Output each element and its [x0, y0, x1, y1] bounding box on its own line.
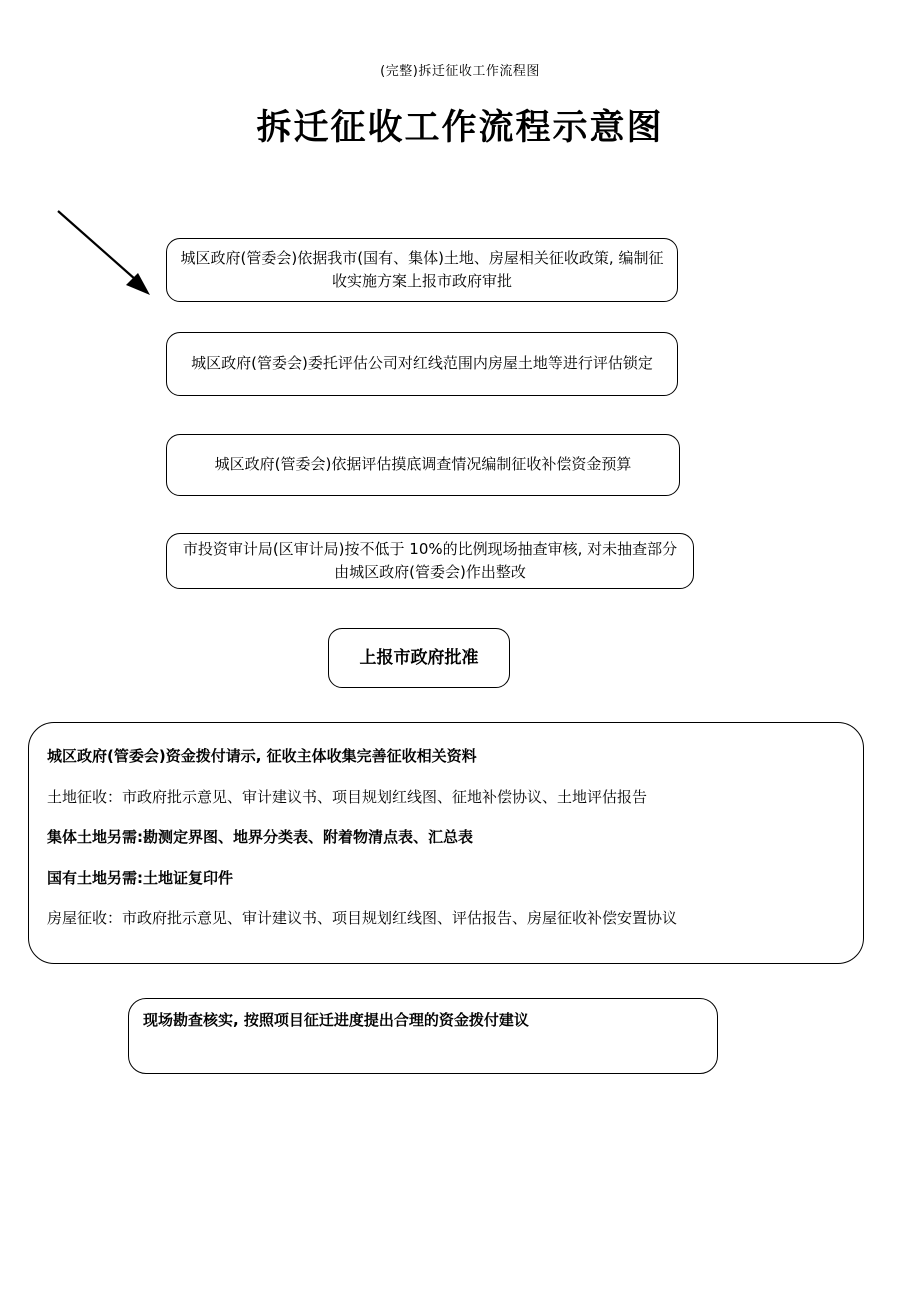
- flow-step-3-text: 城区政府(管委会)依据评估摸底调查情况编制征收补偿资金预算: [214, 455, 632, 474]
- flow-step-3: [166, 434, 680, 496]
- flow-step-2: [166, 332, 678, 396]
- final-step-text: 现场勘查核实, 按照项目征迁进度提出合理的资金拨付建议: [143, 1011, 529, 1029]
- diagonal-arrow-icon: [52, 205, 162, 314]
- flow-step-1: [166, 238, 678, 302]
- materials-row-2: 集体土地另需:勘测定界图、地界分类表、附着物清点表、汇总表: [47, 828, 474, 846]
- page-title: 拆迁征收工作流程示意图: [256, 107, 664, 148]
- flow-step-4-text: 市投资审计局(区审计局)按不低于 10%的比例现场抽查审核, 对未抽查部分由城区政府(管委会)作出整改: [182, 539, 678, 581]
- document-header: (完整)拆迁征收工作流程图: [380, 64, 540, 79]
- flow-step-5: [328, 628, 510, 688]
- final-step-box: [128, 998, 718, 1074]
- materials-box: [28, 722, 864, 964]
- materials-heading: 城区政府(管委会)资金拨付请示, 征收主体收集完善征收相关资料: [47, 747, 477, 765]
- flow-step-5-text: 上报市政府批准: [359, 647, 479, 668]
- materials-row-3: 国有土地另需:土地证复印件: [47, 868, 233, 887]
- flow-step-4: [166, 533, 694, 589]
- flow-step-2-text: 城区政府(管委会)委托评估公司对红线范围内房屋土地等进行评估锁定: [191, 354, 653, 373]
- materials-row-1: 土地征收：市政府批示意见、审计建议书、项目规划红线图、征地补偿协议、土地评估报告: [47, 787, 648, 806]
- flow-step-1-text: 城区政府(管委会)依据我市(国有、集体)土地、房屋相关征收政策, 编制征收实施方案上报市政府审批: [180, 248, 664, 290]
- materials-row-4: 房屋征收：市政府批示意见、审计建议书、项目规划红线图、评估报告、房屋征收补偿安置协议: [47, 909, 678, 927]
